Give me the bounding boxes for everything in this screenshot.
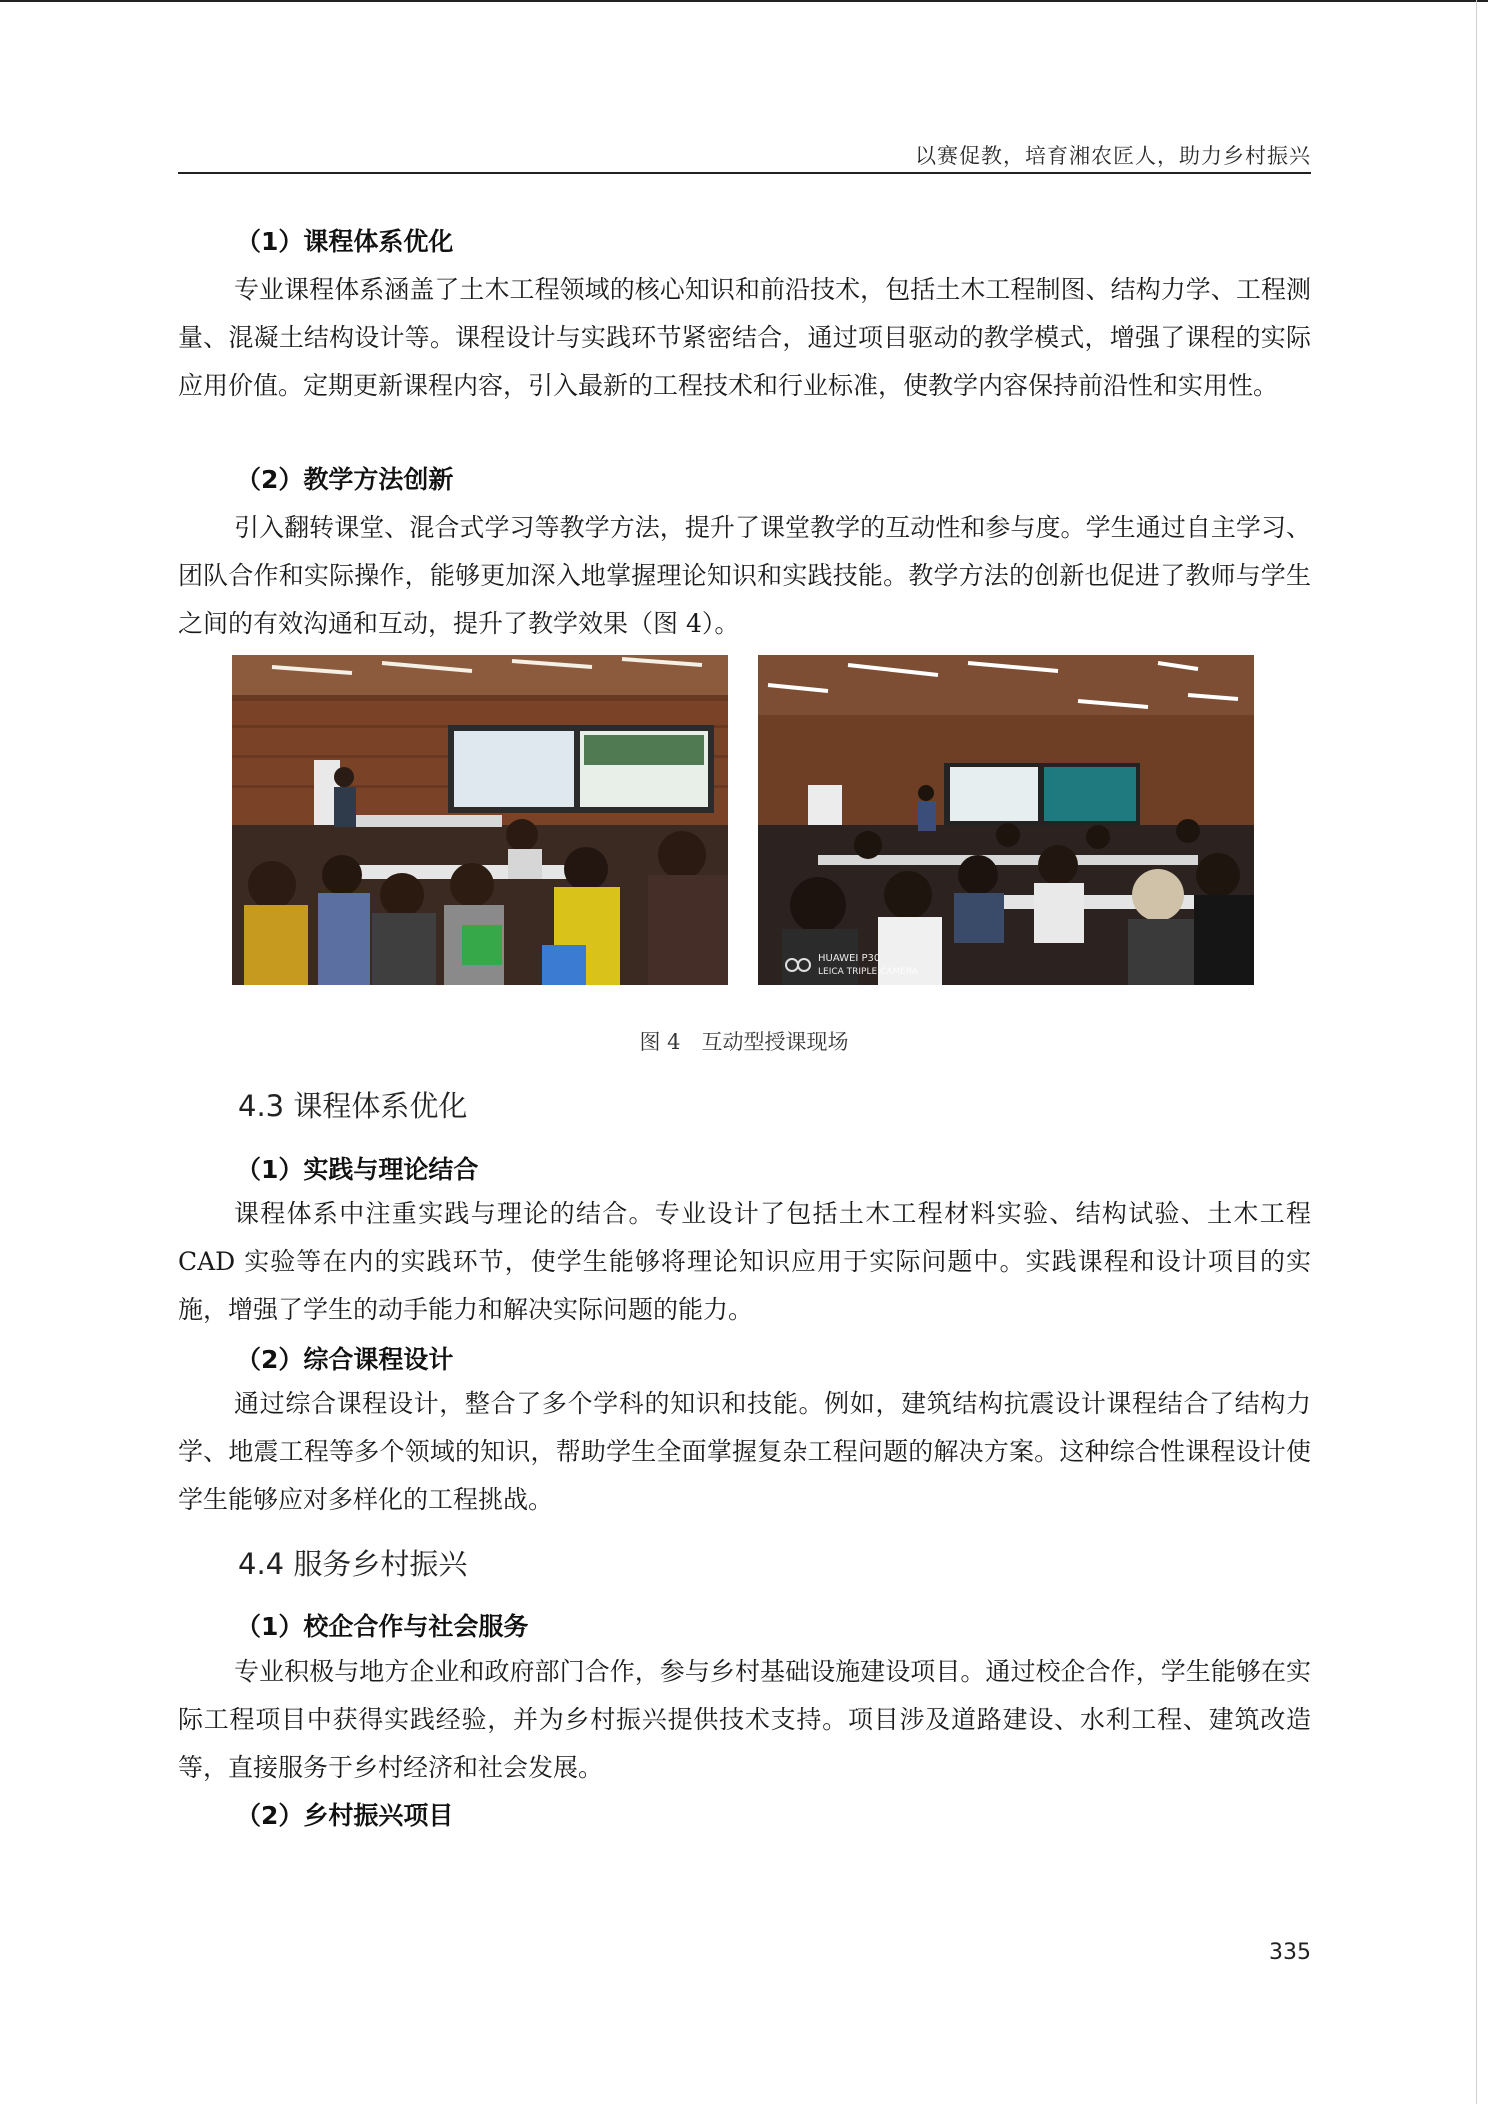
paragraph-school-enterprise: 专业积极与地方企业和政府部门合作，参与乡村基础设施建设项目。通过校企合作，学生能够在实际工程项目中获得实践经验，并为乡村振兴提供技术支持。项目涉及道路建设、水利工程、建筑改造等，直接服务于乡村经济和社会发展。 <box>178 1657 1311 1782</box>
subheading-teaching-method: （2）教学方法创新 <box>236 465 454 494</box>
subheading-school-enterprise: （1）校企合作与社会服务 <box>236 1612 529 1641</box>
figure-caption: 图 4 互动型授课现场 <box>639 1030 849 1054</box>
subheading-course-system: （1）课程体系优化 <box>236 227 454 256</box>
subheading-practice-theory: （1）实践与理论结合 <box>236 1155 479 1184</box>
classroom-photo-right <box>758 655 1254 985</box>
paragraph-practice-theory: 课程体系中注重实践与理论的结合。专业设计了包括土木工程材料实验、结构试验、土木工程 CAD 实验等在内的实践环节，使学生能够将理论知识应用于实际问题中。实践课程和设计项目的实施，增强了学生的动手能力和解决实际问题的能力。 <box>178 1199 1311 1324</box>
running-header: 以赛促教，培育湘农匠人，助力乡村振兴 <box>915 144 1311 168</box>
section-heading-4-4: 4.4 服务乡村振兴 <box>238 1547 468 1581</box>
subheading-rural-revitalization-projects: （2）乡村振兴项目 <box>236 1801 454 1830</box>
camera-watermark-line2: LEICA TRIPLE CAMERA <box>818 967 918 977</box>
header-rule <box>178 172 1311 174</box>
paragraph-comprehensive-design: 通过综合课程设计，整合了多个学科的知识和技能。例如，建筑结构抗震设计课程结合了结构力学、地震工程等多个领域的知识，帮助学生全面掌握复杂工程问题的解决方案。这种综合性课程设计使学生能够应对多样化的工程挑战。 <box>178 1389 1311 1514</box>
subheading-comprehensive-design: （2）综合课程设计 <box>236 1345 454 1374</box>
top-border <box>0 0 1488 2</box>
classroom-photo-left <box>232 655 728 985</box>
section-heading-4-3: 4.3 课程体系优化 <box>238 1089 468 1123</box>
paragraph-course-system: 专业课程体系涵盖了土木工程领域的核心知识和前沿技术，包括土木工程制图、结构力学、工程测量、混凝土结构设计等。课程设计与实践环节紧密结合，通过项目驱动的教学模式，增强了课程的实际应用价值。定期更新课程内容，引入最新的工程技术和行业标准，使教学内容保持前沿性和实用性。 <box>178 275 1311 400</box>
paragraph-teaching-method: 引入翻转课堂、混合式学习等教学方法，提升了课堂教学的互动性和参与度。学生通过自主学习、团队合作和实际操作，能够更加深入地掌握理论知识和实践技能。教学方法的创新也促进了教师与学生之间的有效沟通和互动，提升了教学效果（图 4）。 <box>178 513 1311 638</box>
camera-watermark-line1: HUAWEI P30 <box>818 953 881 964</box>
page-number: 335 <box>1269 1940 1311 1965</box>
